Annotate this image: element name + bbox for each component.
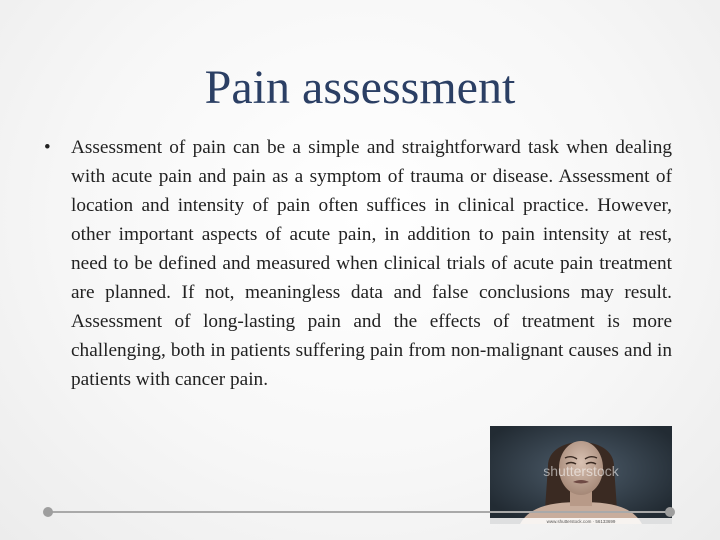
bullet-symbol: • bbox=[44, 137, 51, 158]
bullet-text: Assessment of pain can be a simple and straightforward task when dealing with acute pain and pain as a symptom of trauma or disease. Assessment of location and intensity of pain often suffices in clinical practice. However, other important aspects of acute pain, in addition to pain intensity at rest, need to be defined and measured when clinical trials of acute pain treatment are planned. If not, meaningless data and false conclusions may result. Assessment of long-lasting pain and the effects of treatment is more challenging, both in patients suffering pain from non-malignant causes and in patients with cancer pain. bbox=[71, 137, 672, 390]
footer-dot-left bbox=[43, 507, 53, 517]
footer-divider bbox=[48, 511, 670, 513]
photo-illustration bbox=[490, 426, 672, 524]
woman-in-pain-photo bbox=[490, 426, 672, 524]
photo-watermark: shutterstock bbox=[543, 463, 619, 479]
slide-title: Pain assessment bbox=[204, 61, 516, 114]
slide-content bbox=[44, 133, 672, 394]
footer-dot-right bbox=[665, 507, 675, 517]
bullet-item bbox=[44, 133, 672, 394]
photo-caption: www.shutterstock.com · 56133699 bbox=[546, 519, 616, 524]
